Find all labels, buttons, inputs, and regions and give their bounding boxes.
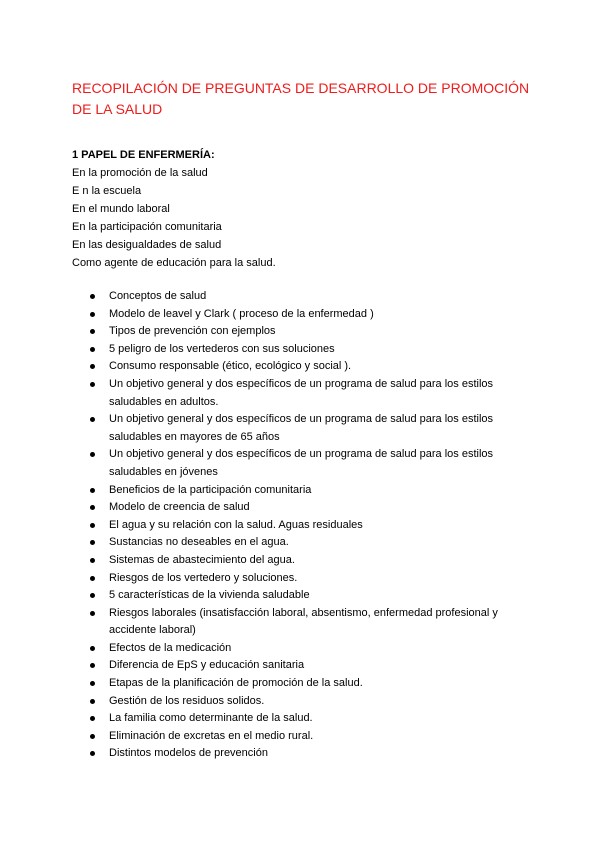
list-item-text: Distintos modelos de prevención (109, 747, 268, 760)
bullet-icon (90, 663, 95, 668)
list-item-text: Diferencia de EpS y educación sanitaria (109, 659, 305, 672)
bullet-icon (90, 452, 95, 457)
list-item-text: Conceptos de salud (109, 290, 207, 302)
list-item (90, 517, 520, 535)
list-item (90, 376, 520, 411)
bullet-icon (90, 716, 95, 721)
list-item (90, 411, 520, 446)
bullet-icon (90, 488, 95, 493)
section-line: En la promoción de la salud (72, 167, 208, 179)
bullet-icon (90, 734, 95, 739)
list-item (90, 341, 520, 359)
list-item-text: Modelo de leavel y Clark ( proceso de la enfermedad ) (109, 307, 374, 320)
list-item-text: 5 características de la vivienda saludable (109, 589, 310, 602)
list-item-text: El agua y su relación con la salud. Aguas residuales (109, 518, 363, 531)
bullet-icon (90, 540, 95, 545)
bullet-icon (90, 505, 95, 510)
list-item-text: Un objetivo general y dos específicos de un programa de salud para los estilos saludables en jóvenes (109, 448, 494, 478)
list-item (90, 306, 520, 324)
bullet-icon (90, 576, 95, 581)
list-item-text: 5 peligro de los vertederos con sus soluciones (109, 342, 335, 355)
list-item-text: Eliminación de excretas en el medio rural. (109, 729, 314, 742)
list-item (90, 499, 520, 517)
section-line: En las desigualdades de salud (72, 239, 222, 251)
section-heading: 1 PAPEL DE ENFERMERÍA: (72, 149, 215, 161)
list-item (90, 605, 520, 640)
bullet-icon (90, 593, 95, 598)
document-title: RECOPILACIÓN DE PREGUNTAS DE DESARROLLO DE PROMOCIÓN DE LA SALUD (72, 80, 530, 117)
list-item (90, 482, 520, 500)
section-line: E n la escuela (72, 185, 142, 197)
list-item-text: Sistemas de abastecimiento del agua. (109, 553, 295, 566)
list-item (90, 657, 520, 675)
list-item (90, 640, 520, 658)
list-item-text: Riesgos laborales (insatisfacción laboral, absentismo, enfermedad profesional y accidente laboral) (109, 606, 498, 637)
list-item (90, 710, 520, 728)
list-item (90, 446, 520, 481)
bullet-icon (90, 382, 95, 387)
list-item-text: Un objetivo general y dos específicos de un programa de salud para los estilos saludables en mayores de 65 años (109, 413, 494, 443)
list-item-text: Consumo responsable (ético, ecológico y social ). (109, 360, 352, 373)
list-item-text: La familia como determinante de la salud. (109, 712, 313, 725)
list-item-text: Modelo de creencia de salud (109, 501, 250, 514)
list-item (90, 534, 520, 552)
nursing-role-section (72, 146, 532, 272)
list-item (90, 323, 520, 341)
bullet-icon (90, 646, 95, 651)
bullet-icon (90, 417, 95, 422)
list-item (90, 570, 520, 588)
list-item (90, 693, 520, 711)
bullet-icon (90, 329, 95, 334)
list-item (90, 358, 520, 376)
list-item-text: Sustancias no deseables en el agua. (109, 536, 289, 549)
list-item (90, 288, 520, 306)
bullet-icon (90, 681, 95, 686)
bullet-icon (90, 312, 95, 317)
list-item (90, 675, 520, 693)
topics-list (90, 288, 520, 763)
list-item (90, 587, 520, 605)
list-item-text: Etapas de la planificación de promoción de la salud. (109, 677, 363, 690)
bullet-icon (90, 558, 95, 563)
list-item-text: Tipos de prevención con ejemplos (109, 325, 276, 338)
list-item-text: Efectos de la medicación (109, 641, 232, 654)
list-item-text: Beneficios de la participación comunitaria (109, 483, 312, 496)
bullet-icon (90, 699, 95, 704)
section-line: En el mundo laboral (72, 203, 170, 215)
list-item-text: Riesgos de los vertedero y soluciones. (109, 571, 298, 584)
bullet-icon (90, 347, 95, 352)
list-item (90, 728, 520, 746)
bullet-icon (90, 523, 95, 528)
list-item (90, 552, 520, 570)
list-item (90, 745, 520, 763)
bullet-icon (90, 751, 95, 756)
section-line: En la participación comunitaria (72, 221, 222, 233)
list-item-text: Gestión de los residuos solidos. (109, 694, 265, 707)
section-line: Como agente de educación para la salud. (72, 257, 276, 269)
bullet-icon (90, 364, 95, 369)
list-item-text: Un objetivo general y dos específicos de un programa de salud para los estilos saludables en adultos. (109, 377, 494, 408)
bullet-icon (90, 611, 95, 616)
bullet-icon (90, 294, 95, 299)
